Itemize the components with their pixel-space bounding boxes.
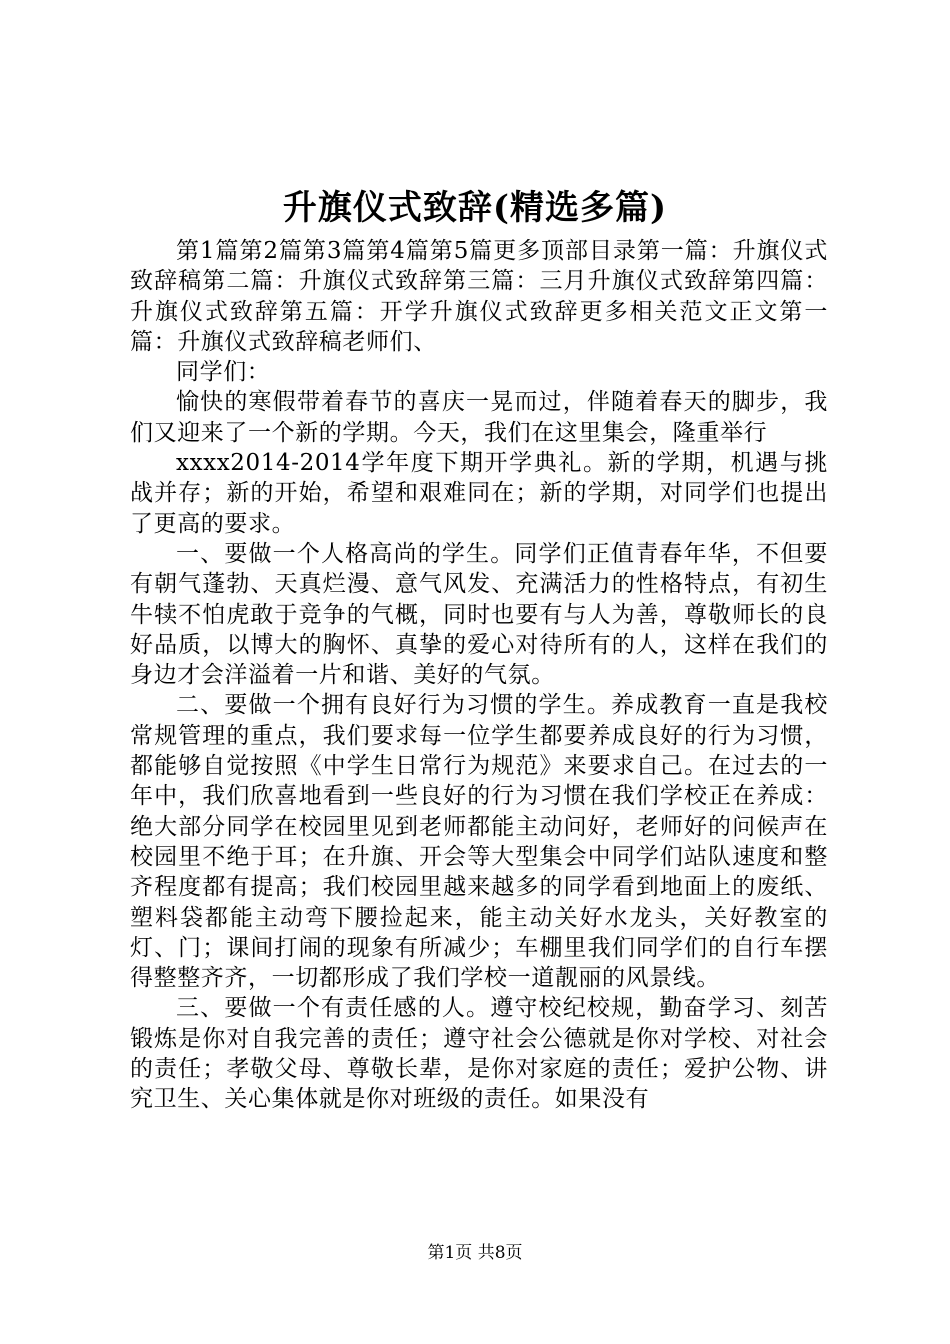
paragraph-point-one: 一、要做一个人格高尚的学生。同学们正值青春年华，不但要有朝气蓬勃、天真烂漫、意气风发、充满活力的性格特点，有初生牛犊不怕虎敢于竞争的气概，同时也要有与人为善，尊敬师长的良好品质，以博大的胸怀、真挚的爱心对待所有的人，这样在我们的身边才会洋溢着一片和谐、美好的气氛。 (130, 540, 828, 689)
paragraph-ceremony: xxxx2014-2014学年度下期开学典礼。新的学期，机遇与挑战并存；新的开始，希望和艰难同在；新的学期，对同学们也提出了更高的要求。 (130, 450, 828, 537)
paragraph-point-two: 二、要做一个拥有良好行为习惯的学生。养成教育一直是我校常规管理的重点，我们要求每一位学生都要养成良好的行为习惯，都能够自觉按照《中学生日常行为规范》来要求自己。在过去的一年中，我们欣喜地看到一些良好的行为习惯在我们学校正在养成：绝大部分同学在校园里见到老师都能主动问好，老师好的问候声在校园里不绝于耳；在升旗、开会等大型集会中同学们站队速度和整齐程度都有提高；我们校园里越来越多的同学看到地面上的废纸、塑料袋都能主动弯下腰捡起来，能主动关好水龙头，关好教室的灯、门；课间打闹的现象有所减少；车棚里我们同学们的自行车摆得整整齐齐，一切都形成了我们学校一道靓丽的风景线。 (130, 692, 828, 992)
paragraph-table-of-contents: 第1篇第2篇第3篇第4篇第5篇更多顶部目录第一篇：升旗仪式致辞稿第二篇：升旗仪式致辞第三篇：三月升旗仪式致辞第四篇：升旗仪式致辞第五篇：开学升旗仪式致辞更多相关范文正文第一篇：升旗仪式致辞稿老师们、 (130, 238, 828, 355)
paragraph-greeting: 同学们： (176, 359, 271, 386)
paragraph-opening: 愉快的寒假带着春节的喜庆一晃而过，伴随着春天的脚步，我们又迎来了一个新的学期。今天，我们在这里集会，隆重举行 (130, 389, 828, 446)
document-title: 升旗仪式致辞(精选多篇) (282, 188, 668, 228)
document-body (130, 236, 828, 1115)
page-number: 第1页 共8页 (427, 1243, 523, 1263)
paragraph-point-three: 三、要做一个有责任感的人。遵守校纪校规，勤奋学习、刻苦锻炼是你对自我完善的责任；遵守社会公德就是你对学校、对社会的责任；孝敬父母、尊敬长辈，是你对家庭的责任；爱护公物、讲究卫生、关心集体就是你对班级的责任。如果没有 (130, 995, 828, 1113)
